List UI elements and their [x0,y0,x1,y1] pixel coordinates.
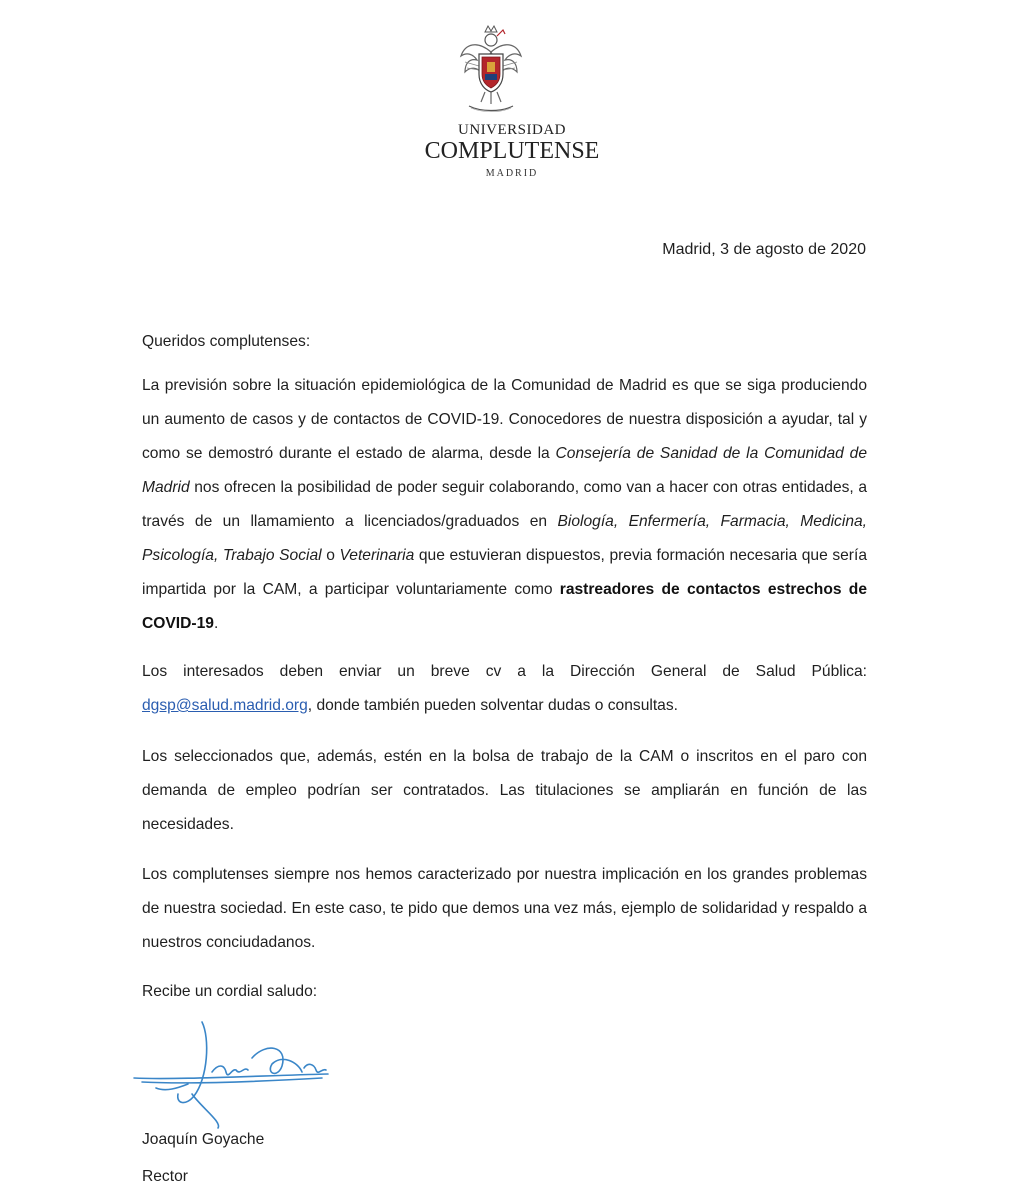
letter-date: Madrid, 3 de agosto de 2020 [662,241,866,258]
paragraph-2-text-a: Los interesados deben enviar un breve cv a la Dirección General de Salud Pública: [142,663,867,680]
signature-image [132,1018,332,1134]
paragraph-1-text-e: . [213,615,219,632]
email-link[interactable]: dgsp@salud.madrid.org [142,697,308,714]
paragraph-2 [142,655,867,723]
signatory-role: Rector [142,1168,188,1185]
university-city: MADRID [485,168,539,179]
paragraph-2-text-b: , donde también pueden solventar dudas o consultas. [307,697,678,714]
paragraph-4: Los complutenses siempre nos hemos caracterizado por nuestra implicación en los grandes problemas de nuestra sociedad. En este caso, te pido que demos una vez más, ejemplo de solidaridad y respaldo a nuestros conciudadanos. [142,866,867,951]
degree-veterinaria: Veterinaria [339,547,415,564]
degree-list: Biología, Enfermería, Farmacia, Medicina, Psicología, Trabajo Social [142,513,868,564]
closing-salutation: Recibe un cordial saludo: [142,983,318,1000]
university-name-line1: UNIVERSIDAD [458,122,566,138]
tracker-role-highlight: rastreadores de contactos estrechos de COVID-19 [142,581,867,632]
paragraph-1 [142,369,867,641]
paragraph-3: Los seleccionados que, además, estén en la bolsa de trabajo de la CAM o inscritos en el paro con demanda de empleo podrían ser contratados. Las titulaciones se ampliarán en función de las necesidades. [142,748,867,833]
university-name-line2: COMPLUTENSE [424,138,600,164]
university-crest-icon [457,22,525,114]
greeting: Queridos complutenses: [142,333,311,350]
consejeria-name: Consejería de Sanidad de la Comunidad de Madrid [142,445,867,496]
signatory-name: Joaquín Goyache [142,1131,265,1148]
paragraph-1-text-b: nos ofrecen la posibilidad de poder seguir colaborando, como van a hacer con otras entidades, a través de un llamamiento a licenciados/graduados en [142,479,867,530]
paragraph-1-text-a: La previsión sobre la situación epidemiológica de la Comunidad de Madrid es que se siga produciendo un aumento de casos y de contactos de COVID-19. Conocedores de nuestra disposición a ayudar, tal y como se demostró durante el estado de alarma, desde la [142,377,867,462]
paragraph-1-text-d: que estuvieran dispuestos, previa formación necesaria que sería impartida por la CAM, a participar voluntariamente como [142,547,867,598]
paragraph-1-text-c: o [321,547,340,564]
